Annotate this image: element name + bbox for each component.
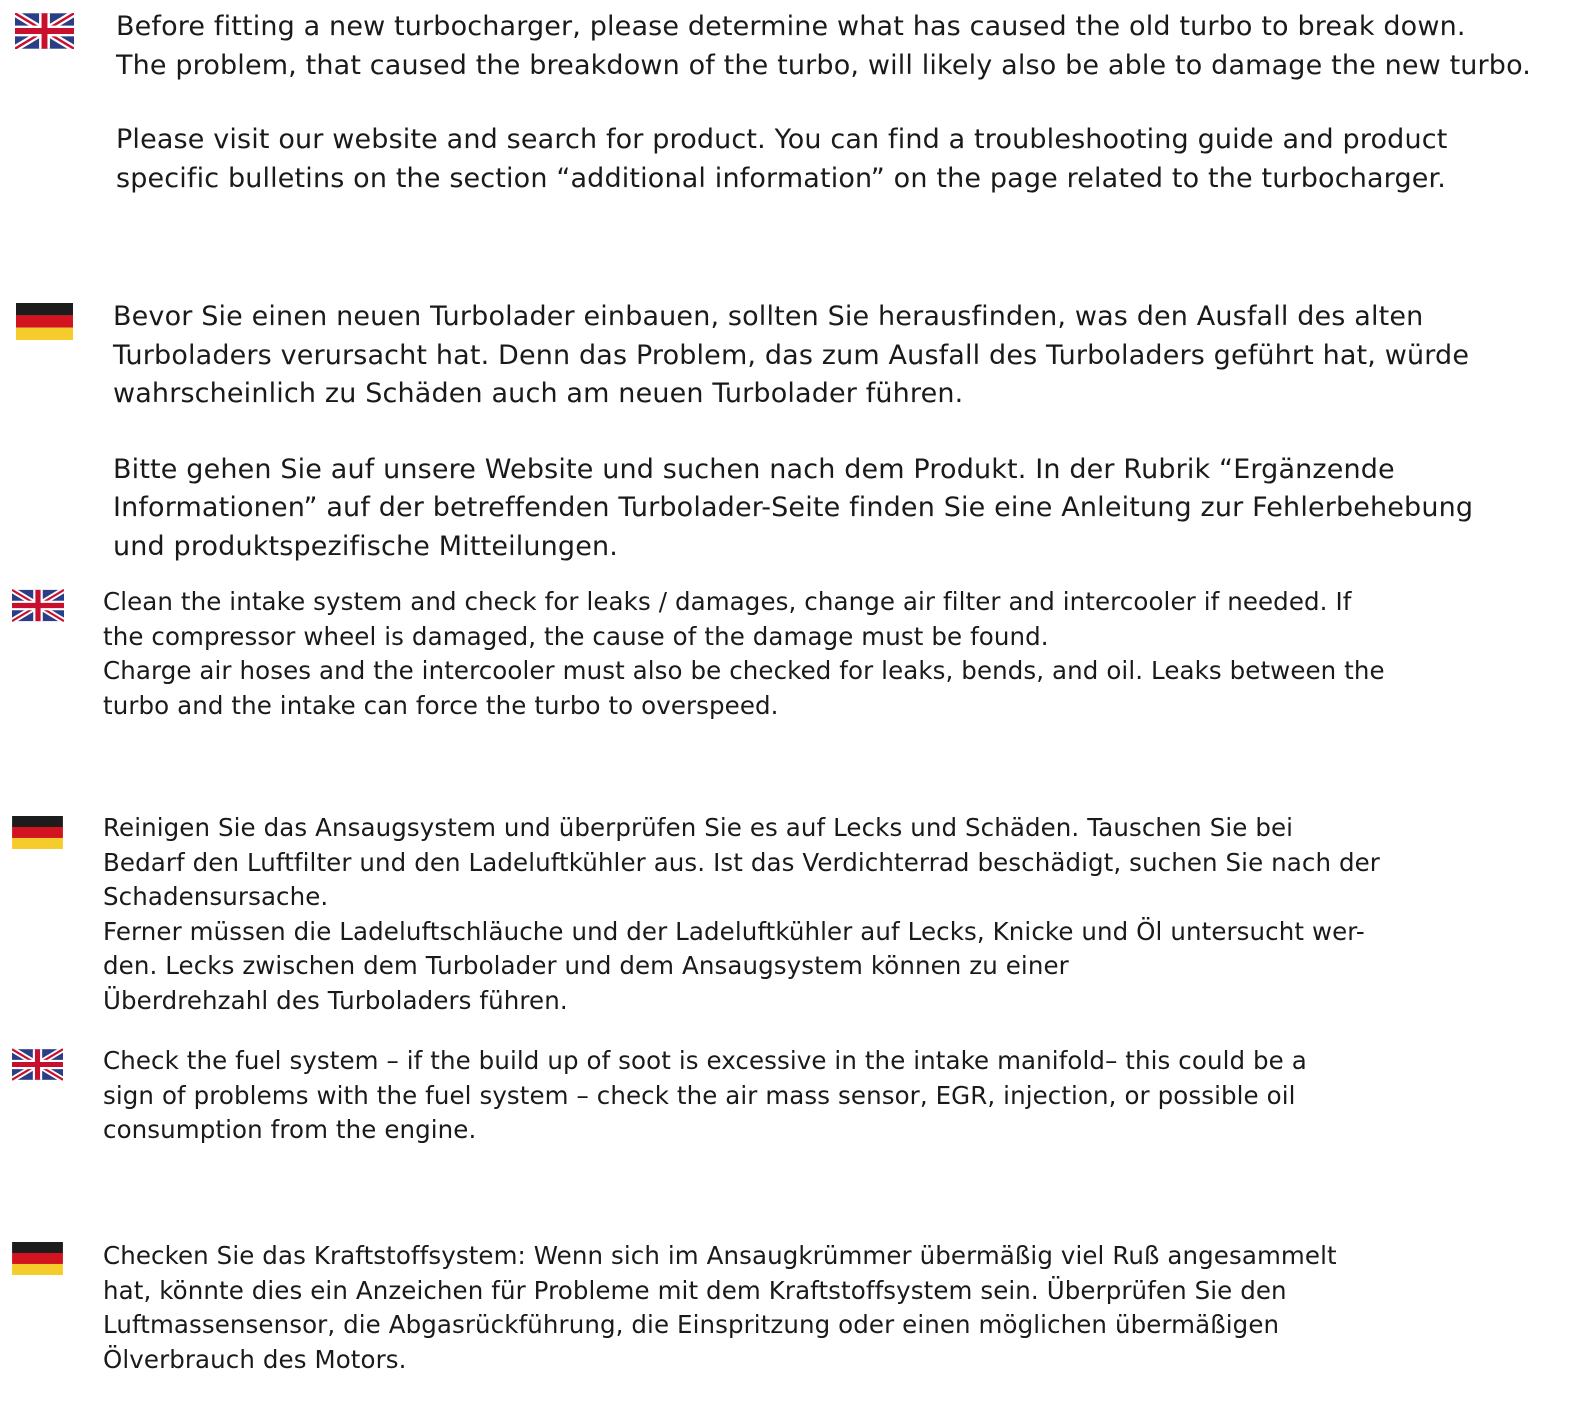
paragraph: Checken Sie das Kraftstoffsystem: Wenn sich im Ansaugkrümmer übermäßig viel Ruß angesammelt hat, könnte dies ein Anzeichen für Probleme mit dem Kraftstoffsystem sein. Überprüfen Sie den Luftmassensensor, die Abgasrückführung, die Einspritzung oder einen möglichen übermäßigen Ölverbrauch des Motors. <box>103 1241 1337 1374</box>
paragraph: Reinigen Sie das Ansaugsystem und überprüfen Sie es auf Lecks und Schäden. Tauschen Sie bei Bedarf den Luftfilter und den Ladeluftkühler aus. Ist das Verdichterrad beschädigt, suchen Sie nach der Schadensursache. Ferner müssen die Ladeluftschläuche und der Ladeluftkühler auf Lecks, Knicke und Öl untersucht wer- den. Lecks zwischen dem Turbolader und dem Ansaugsystem können zu einer Überdrehzahl des Turboladers führen. <box>103 813 1380 1015</box>
paragraph: Bitte gehen Sie auf unsere Website und suchen nach dem Produkt. In der Rubrik “Ergänzende Informationen” auf der betreffenden Turbolader-Seite finden Sie eine Anleitung zur Fehlerbehebung und produktspezifische Mitteilungen. <box>113 453 1474 562</box>
paragraph: Please visit our website and search for product. You can find a troubleshooting guide and product specific bulletins on the section “additional information” on the page related to the turbocharger. <box>116 124 1448 194</box>
paragraph: Clean the intake system and check for leaks / damages, change air filter and intercooler if needed. If the compressor wheel is damaged, the cause of the damage must be found. Charge air hoses and the intercooler must also be checked for leaks, bends, and oil. Leaks between the turbo and the intake can force the turbo to overspeed. <box>103 587 1385 720</box>
uk-flag-icon <box>15 13 74 49</box>
germany-flag-icon <box>12 1242 63 1275</box>
paragraph: Check the fuel system – if the build up of soot is excessive in the intake manifold– this could be a sign of problems with the fuel system – check the air mass sensor, EGR, injection, or possible oil consumption from the engine. <box>103 1046 1307 1145</box>
germany-flag-icon <box>16 303 73 340</box>
germany-flag-icon <box>12 816 63 849</box>
paragraph: Bevor Sie einen neuen Turbolader einbauen, sollten Sie herausfinden, was den Ausfall des alten Turboladers verursacht hat. Denn das Problem, das zum Ausfall des Turboladers geführt hat, würde wahrscheinlich zu Schäden auch am neuen Turbolader führen. <box>113 301 1470 409</box>
uk-flag-icon <box>12 1048 63 1081</box>
paragraph: Before fitting a new turbocharger, please determine what has caused the old turbo to break down. The problem, that caused the breakdown of the turbo, will likely also be able to damage the new turbo. <box>116 11 1532 81</box>
uk-flag-icon <box>12 589 64 622</box>
